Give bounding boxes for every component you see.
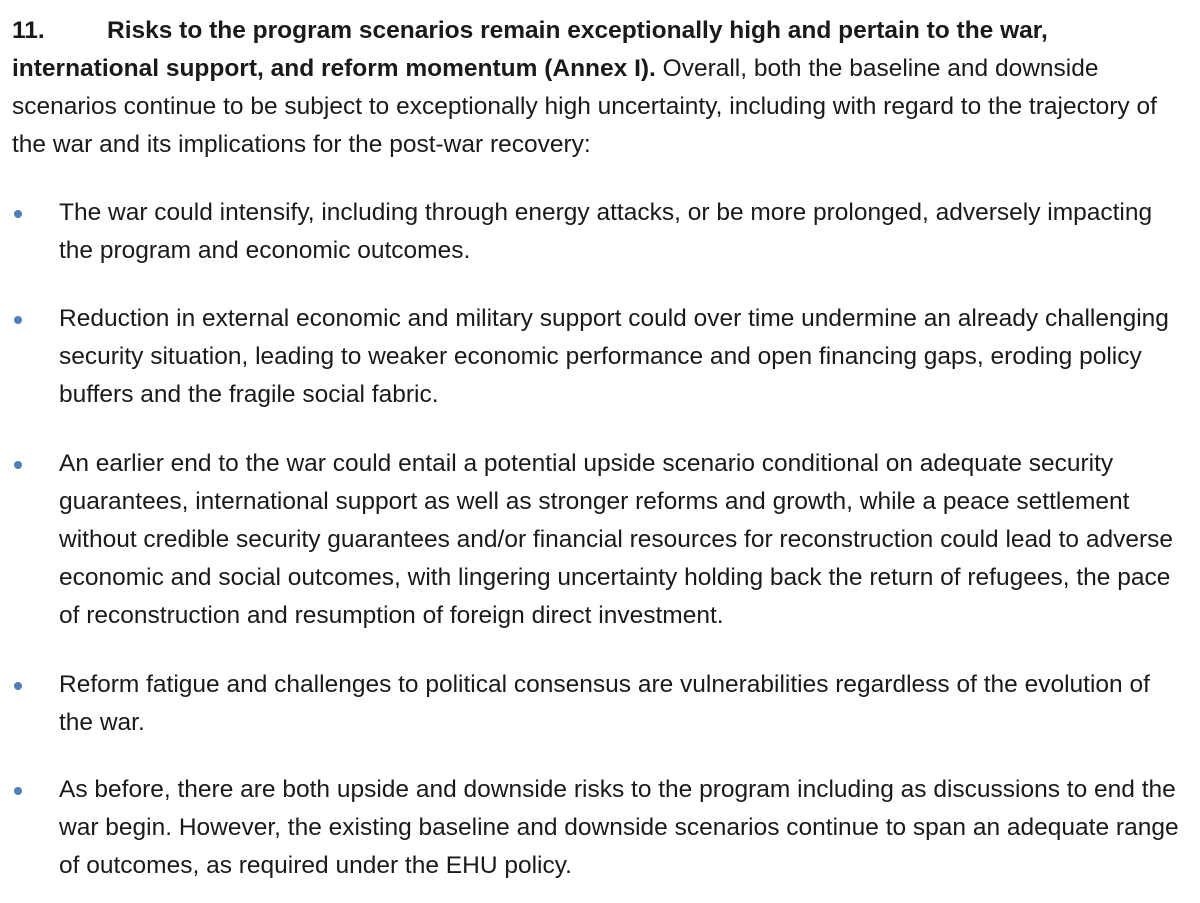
paragraph-number: 11.: [12, 17, 45, 44]
list-item: [12, 300, 1188, 414]
list-item: [12, 666, 1188, 742]
paragraph-text: Overall, both the baseline and downside scenarios continue to be subject to exceptionally high uncertainty, including with regard to the trajectory of the war and its implications for the post-war recovery:: [12, 55, 1157, 158]
paragraph-11: [12, 12, 1188, 164]
bullet-icon: [14, 210, 22, 218]
bullet-icon: [14, 316, 22, 324]
bullet-icon: [14, 461, 22, 469]
list-item: [12, 771, 1188, 885]
risk-list: [12, 194, 1188, 885]
bullet-icon: [14, 682, 22, 690]
list-item-text: As before, there are both upside and downside risks to the program including as discussions to end the war begin. However, the existing baseline and downside scenarios continue to span an adequate range of outcomes, as required under the EHU policy.: [59, 776, 1179, 879]
bullet-icon: [14, 787, 22, 795]
paragraph-lead: Risks to the program scenarios remain exceptionally high and pertain to the war, international support, and reform momentum (Annex I).: [12, 17, 1048, 82]
list-item-text: The war could intensify, including through energy attacks, or be more prolonged, adversely impacting the program and economic outcomes.: [59, 199, 1153, 264]
list-item-text: An earlier end to the war could entail a potential upside scenario conditional on adequate security guarantees, international support as well as stronger reforms and growth, while a peace settlement without credible security guarantees and/or financial resources for reconstruction could lead to adverse economic and social outcomes, with lingering uncertainty holding back the return of refugees, the pace of reconstruction and resumption of foreign direct investment.: [59, 450, 1173, 629]
list-item-text: Reduction in external economic and military support could over time undermine an already challenging security situation, leading to weaker economic performance and open financing gaps, eroding policy buffers and the fragile social fabric.: [59, 305, 1169, 408]
list-item: [12, 194, 1188, 270]
document-body: [12, 12, 1188, 885]
list-item: [12, 445, 1188, 635]
list-item-text: Reform fatigue and challenges to political consensus are vulnerabilities regardless of the evolution of the war.: [59, 671, 1150, 736]
